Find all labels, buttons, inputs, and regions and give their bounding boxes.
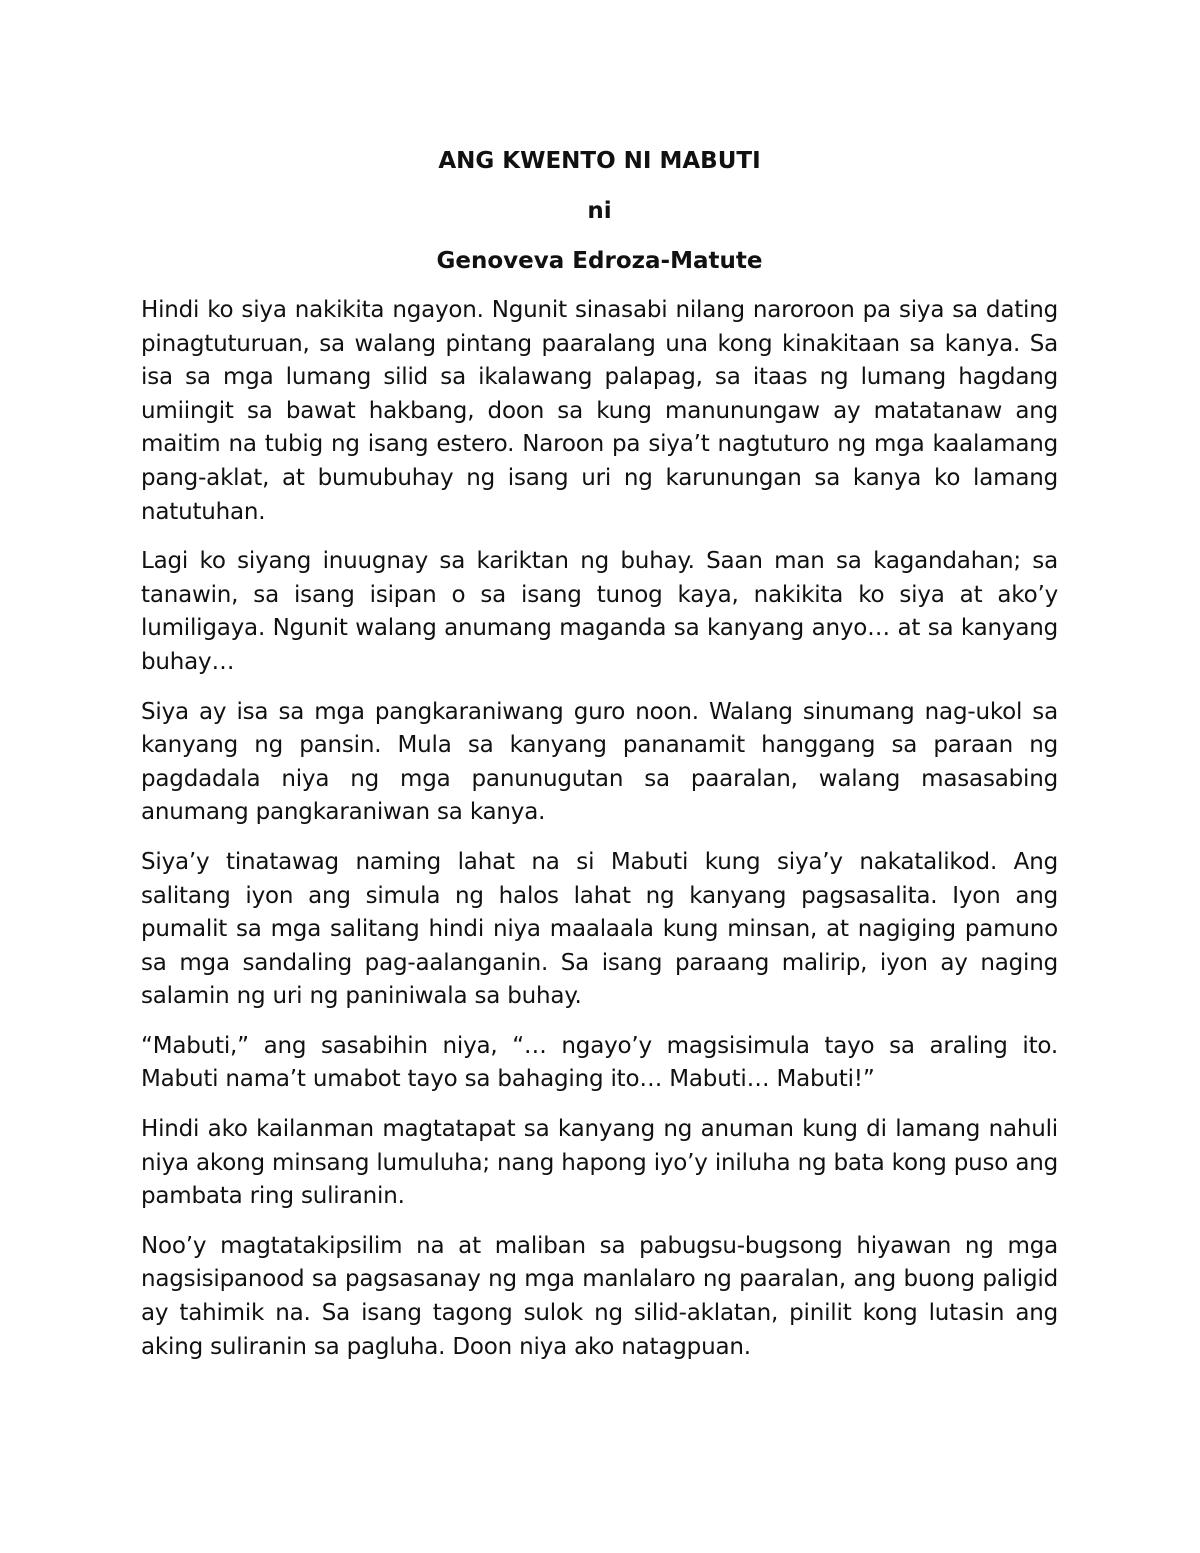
story-title: ANG KWENTO NI MABUTI	[438, 148, 761, 174]
paragraph: Noo’y magtatakipsilim na at maliban sa pabugsu-bugsong hiyawan ng mga nagsisipanood sa pagsasanay ng mga manlalaro ng paaralan, ang buong paligid ay tahimik na. Sa isang tagong sulok ng silid-aklatan, pinilit kong lutasin ang aking suliranin sa pagluha. Doon niya ako natagpuan.	[141, 1232, 1058, 1360]
author-prefix: ni	[587, 198, 612, 224]
paragraph: Lagi ko siyang inuugnay sa kariktan ng buhay. Saan man sa kagandahan; sa tanawin, sa isang isipan o sa isang tunog kaya, nakikita ko siya at ako’y lumiligaya. Ngunit walang anumang maganda sa kanyang anyo… at sa kanyang buhay…	[141, 548, 1058, 675]
document-page	[141, 140, 1058, 1380]
paragraph: Siya ay isa sa mga pangkaraniwang guro noon. Walang sinumang nag-ukol sa kanyang ng pansin. Mula sa kanyang pananamit hanggang sa paraan ng pagdadala niya ng mga panunugutan sa paaralan, walang masasabing anumang pangkaraniwan sa kanya.	[141, 698, 1058, 826]
paragraph: Hindi ko siya nakikita ngayon. Ngunit sinasabi nilang naroroon pa siya sa dating pinagtuturuan, sa walang pintang paaralang una kong kinakitaan sa kanya. Sa isa sa mga lumang silid sa ikalawang palapag, sa itaas ng lumang hagdang umiingit sa bawat hakbang, doon sa kung manunungaw ay matatanaw ang maitim na tubig ng isang estero. Naroon pa siya’t nagtuturo ng mga kaalamang pang-aklat, at bumubuhay ng isang uri ng karunungan sa kanya ko lamang natutuhan.	[141, 297, 1058, 525]
paragraph: “Mabuti,” ang sasabihin niya, “… ngayo’y magsisimula tayo sa araling ito. Mabuti nama’t umabot tayo sa bahaging ito… Mabuti… Mabuti!”	[141, 1032, 1058, 1093]
author-name: Genoveva Edroza-Matute	[436, 248, 763, 274]
paragraph: Siya’y tinatawag naming lahat na si Mabuti kung siya’y nakatalikod. Ang salitang iyon ang simula ng halos lahat ng kanyang pagsasalita. Iyon ang pumalit sa mga salitang hindi niya maalaala kung minsan, at nagiging pamuno sa mga sandaling pag-aalanganin. Sa isang paraang malirip, iyon ay naging salamin ng uri ng paniniwala sa buhay.	[141, 848, 1058, 1010]
paragraph: Hindi ako kailanman magtatapat sa kanyang ng anuman kung di lamang nahuli niya akong minsang lumuluha; nang hapong iyo’y iniluha ng bata kong puso ang pambata ring suliranin.	[141, 1116, 1058, 1210]
